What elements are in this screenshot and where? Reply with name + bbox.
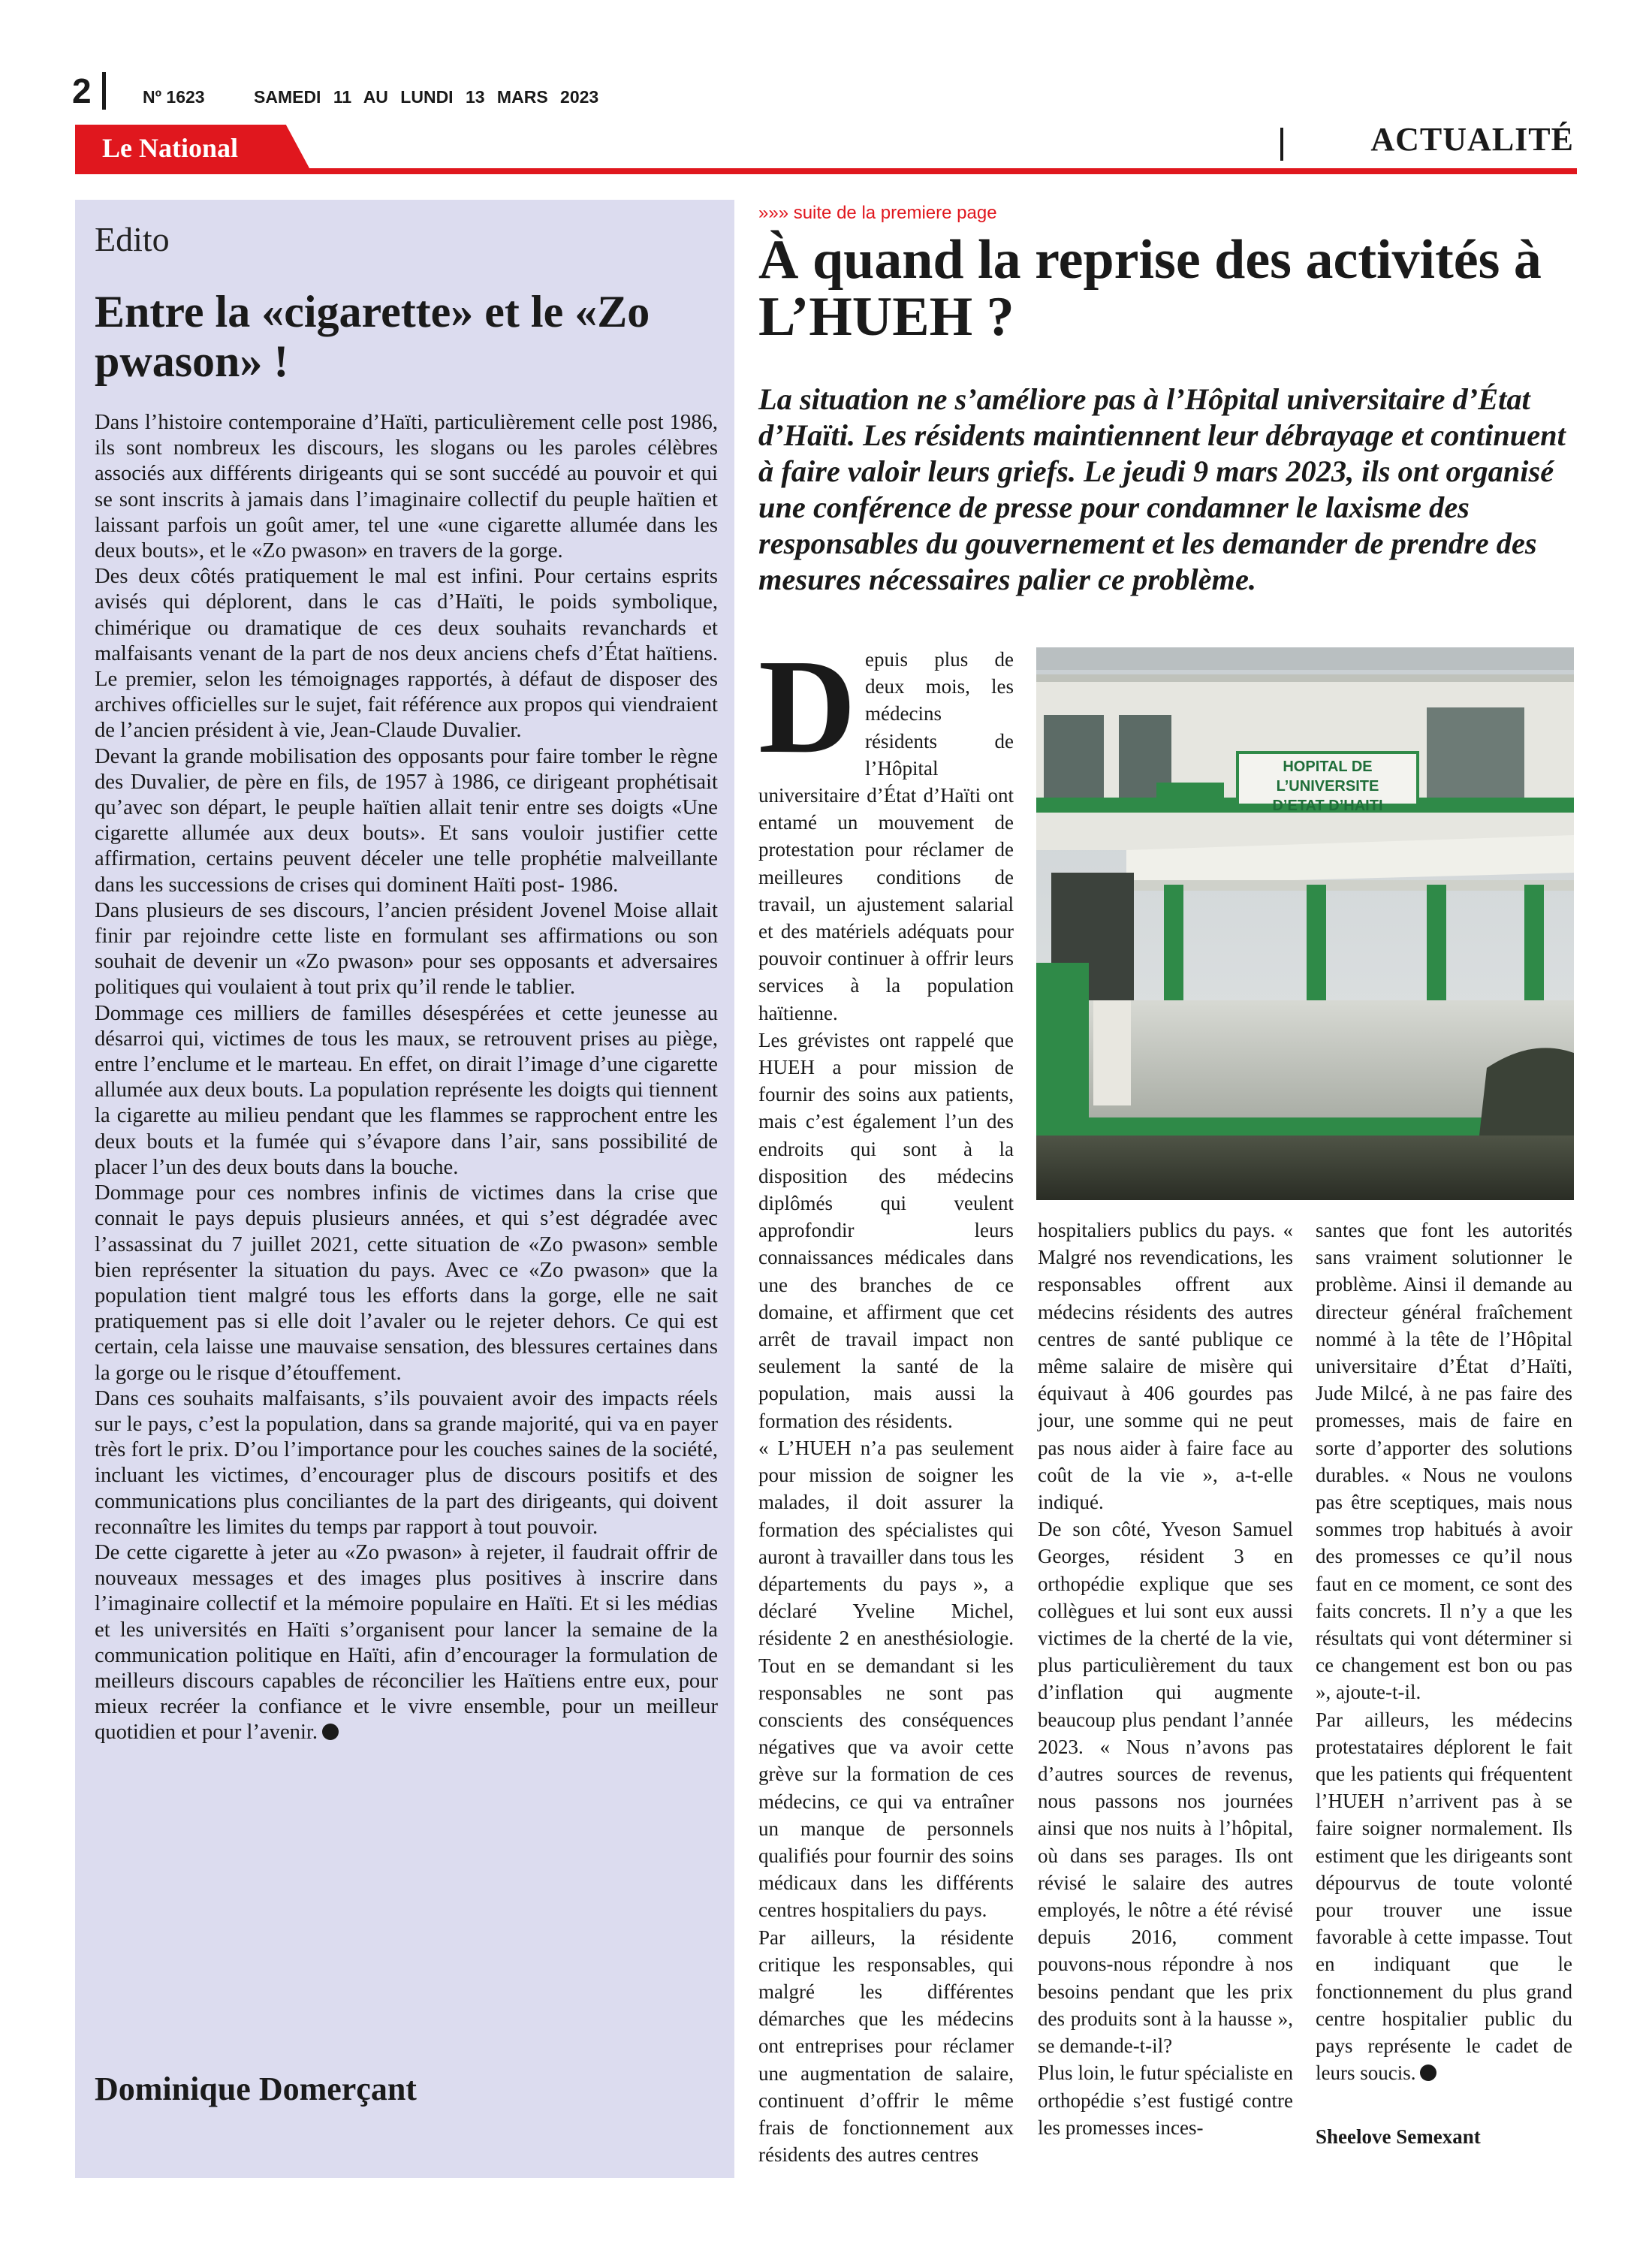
article-paragraph: Plus loin, le futur spécialiste en orthopédie s’est fustigé contre les promesses inces- — [1038, 2061, 1293, 2139]
editorial-kicker: Edito — [95, 220, 170, 258]
editorial-paragraph-text: De cette cigarette à jeter au «Zo pwason» à rejeter, il faudrait offrir de nouveaux messages et des images plus positives à inscrire dans l’imaginaire collectif et la mémoire populaire en Haïti. Et si les médias et les universités en Haïti s’organisent pour lancer la semaine de la communication politique en Haïti, afin d’encourager la formulation de meilleurs discours capables de réconcilier les Haïtiens entre eux, pour mieux recréer la confiance et le vivre ensemble, pour un meilleur quotidien et pour l’avenir. — [95, 1540, 718, 1745]
issue-date: SAMEDI 11 AU LUNDI 13 MARS 2023 — [254, 87, 599, 107]
article-paragraph: De son côté, Yveson Samuel Georges, résident 3 en orthopédie explique que ses collègues et lui sont eux aussi victimes de la cherté de la vie, plus particulièrement du taux d’inflation qui augmente beaucoup plus pendant l’année 2023. « Nous n’avons pas d’autres sources de revenus, nous passons nos journées ainsi que nos nuits à l’hôpital, où dans ses parages. Ils ont révisé le salaire des autres employés, le nôtre a été révisé depuis 2016, comment pouvons-nous répondre à nos besoins pendant que les prix des produits sont à la hausse », se demande-t-il? — [1038, 1518, 1293, 2058]
end-mark-icon — [322, 1724, 339, 1740]
editorial-paragraph: Dans plusieurs de ses discours, l’ancien président Jovenel Moise allait finir par rejoindre cette liste en formulant ses affirmations ou son souhait de devenir un «Zo pwason» pour ses opposants et adversaires politiques qui voulaient à tout prix qu’il rende le tablier. — [95, 898, 718, 1000]
article-paragraph: santes que font les autorités sans vraiment solutionner le problème. Ainsi il demande au directeur général fraîchement nommé à la tête de l’Hôpital universitaire d’État d’Haïti, Jude Milcé, à ne pas faire des promesses, mais de faire en sorte d’apporter des solutions durables. « Nous ne voulons pas être sceptiques, mais nous sommes trop habitués à avoir des promesses ce qu’il nous faut en ce moment, ce sont des faits concrets. Il n’y a que les résultats qui vont déterminer si ce changement est bon ou pas », ajoute-t-il. — [1316, 1219, 1572, 1704]
article-kicker: »»» suite de la premiere page — [758, 203, 997, 223]
editorial-paragraph: Devant la grande mobilisation des opposants pour faire tomber le règne des Duvalier, de père en fils, de 1957 à 1986, ce dirigeant prophétisait qu’avec son départ, le peuple haïtien allait tenir entre ses doigts «Une cigarette allumée aux deux bouts». Et sans vouloir justifier cette affirmation, certains peuvent déceler une telle prophétie malveillante dans les successions de crises qui dominent Haïti post- 1986. — [95, 744, 718, 897]
brand-name: Le National — [102, 133, 239, 163]
article-title: À quand la reprise des activités à L’HUEH ? — [758, 229, 1542, 348]
photo-sign-line: HOPITAL DE L’UNIVERSITE — [1276, 759, 1379, 795]
article-column-3 — [1316, 1217, 1572, 2087]
article-column-1 — [758, 632, 1014, 2168]
page-number-divider — [102, 72, 106, 110]
drop-cap: D — [758, 632, 856, 781]
section-divider — [1280, 128, 1283, 161]
editorial-author: Dominique Domerçant — [95, 2071, 417, 2107]
end-mark-icon — [1420, 2064, 1436, 2081]
article-author: Sheelove Semexant — [1316, 2125, 1481, 2148]
article-paragraph-text: epuis plus de deux mois, les médecins résidents de l’Hôpital universitaire d’État d’Haïti ont entamé un mouvement de protestation pour réclamer de meilleures conditions de travail, un ajustement salarial et des matériels adéquats pour pouvoir continuer à offrir leurs services à la population haïtienne. — [758, 648, 1014, 1024]
article-paragraph — [1316, 1706, 1572, 2087]
editorial-paragraph: Des deux côtés pratiquement le mal est infini. Pour certains esprits avisés qui déplorent, dans le cas d’Haïti, le poids symbolique, chimérique ou dramatique de ces deux souhaits revanchards et malfaisants venant de la part de nos deux anciens chefs d’État haïtiens. Le premier, selon les témoignages rapportés, à défaut de disposer des archives officielles sur le sujet, fait référence aux propos qui viendraient de l’ancien président à vie, Jean-Claude Duvalier. — [95, 565, 718, 743]
section-label: ACTUALITÉ — [1370, 121, 1574, 158]
photo-sign-text — [1241, 757, 1415, 816]
hospital-photo — [1036, 647, 1574, 1200]
header-rule — [75, 168, 1577, 174]
issue-number: Nº 1623 — [143, 87, 205, 107]
article-paragraph: Par ailleurs, la résidente critique les responsables, qui malgré les différentes démarches que les médecins ont entreprises pour réclamer une augmentation de salaire, continuent d’offrir le même frais de fonctionnement aux résidents des autres centres — [758, 1926, 1014, 2167]
photo-sign-line: D’ETAT D’HAITI — [1272, 798, 1383, 814]
editorial-paragraph: Dommage ces milliers de familles désespérées et cette jeunesse au désarroi qui, victimes de tous les maux, se retrouvent prises au piège, entre l’enclume et le marteau. En effet, on dirait l’image d’une cigarette allumée aux deux bouts. La population représente les doigts qui tiennent la cigarette au milieu pendant que les flammes se rapprochent entre les deux bouts et la fumée qui s’évapore dans l’air, sans possibilité de placer l’un des deux bouts dans la bouche. — [95, 1001, 718, 1179]
article-paragraph: « L’HUEH n’a pas seulement pour mission de soigner les malades, il doit assurer la formation des spécialistes qui auront à travailler dans tous les départements du pays », a déclaré Yveline Michel, résidente 2 en anesthésiologie. Tout en se demandant si les responsables ne sont pas conscients des conséquences négatives que va avoir cette grève sur la formation de ces médecins, ce qui va entraîner un manque de personnels qualifiés pour fournir des soins médicaux dans les différents centres hospitaliers du pays. — [758, 1436, 1014, 1922]
editorial-paragraph — [95, 1540, 718, 1746]
editorial-body — [95, 410, 718, 1746]
article-paragraph: Les grévistes ont rappelé que HUEH a pour mission de fournir des soins aux patients, mais c’est également l’un des endroits qui sont à la disposition des médecins diplômés qui veulent approfondir leurs connaissances médicales dans une des branches de ce domaine, et affirment que cet arrêt de travail impact non seulement la santé de la population, mais aussi la formation des résidents. — [758, 1028, 1014, 1432]
editorial-paragraph: Dans l’histoire contemporaine d’Haïti, particulièrement celle post 1986, ils sont nombreux les discours, les slogans ou les paroles célèbres associés aux différents dirigeants qui se sont succédé au pouvoir et qui se sont inscrits à jamais dans l’imaginaire collectif du peuple haïtien et laissant parfois un goût amer, tel une «une cigarette allumée dans les deux bouts», et le «Zo pwason» en travers de la gorge. — [95, 411, 718, 563]
editorial-title: Entre la «cigarette» et le «Zo pwason» ! — [95, 287, 650, 386]
article-lead: La situation ne s’améliore pas à l’Hôpital universitaire d’État d’Haïti. Les résidents maintiennent leur débrayage et continuent à faire valoir leurs griefs. Le jeudi 9 mars 2023, ils ont organisé une conférence de presse pour condamner le laxisme des responsables du gouvernement et les demander de prendre des mesures nécessaires palier ce problème. — [758, 382, 1566, 596]
article-paragraph-text: Par ailleurs, les médecins protestataires déplorent le fait que les patients qui fréquentent l’HUEH n’arrivent pas à se faire soigner normalement. Ils estiment que les dirigeants sont dépourvus de toute volonté pour trouver une issue favorable à cette impasse. Tout en indiquant que le fonctionnement du plus grand centre hospitalier public du pays représente le cadet de leurs soucis. — [1316, 1708, 1572, 2085]
hospital-building-illustration — [1036, 647, 1574, 1200]
article-paragraph — [758, 632, 1014, 1027]
editorial-paragraph: Dommage pour ces nombres infinis de victimes dans la crise que connait le pays depuis plusieurs années, et qui s’est dégradée avec l’assassinat du 7 juillet 2021, cette situation de «Zo pwason» semble bien représenter la situation du pays. Avec ce «Zo pwason» que la population tient malgré tous les efforts dans la gorge, elle ne sait pratiquement pas si elle doit l’avaler ou le rejeter dehors. Ce qui est certain, cela laisse une mauvaise sensation, des blessures certaines dans la gorge ou le risque d’étouffement. — [95, 1181, 718, 1385]
article-column-2 — [1038, 1217, 1293, 2141]
article-paragraph: hospitaliers publics du pays. « Malgré nos revendications, les responsables offrent aux médecins résidents des autres centres de santé publique ce même salaire de misère qui équivaut à 406 gourdes pas jour, une somme qui ne peut pas nous aider à faire face au coût de la vie », a-t-elle indiqué. — [1038, 1219, 1293, 1514]
editorial-paragraph: Dans ces souhaits malfaisants, s’ils pouvaient avoir des impacts réels sur le pays, c’est la population, dans sa grande majorité, qui va en payer très fort le prix. D’ou l’importance pour les couches saines de la société, incluant les victimes, d’encourager plus de discours positifs et des communications plus conciliantes de la part des dirigeants, qui doivent reconnaître les limites du temps par rapport à tout pouvoir. — [95, 1386, 718, 1539]
page-number: 2 — [72, 71, 92, 110]
